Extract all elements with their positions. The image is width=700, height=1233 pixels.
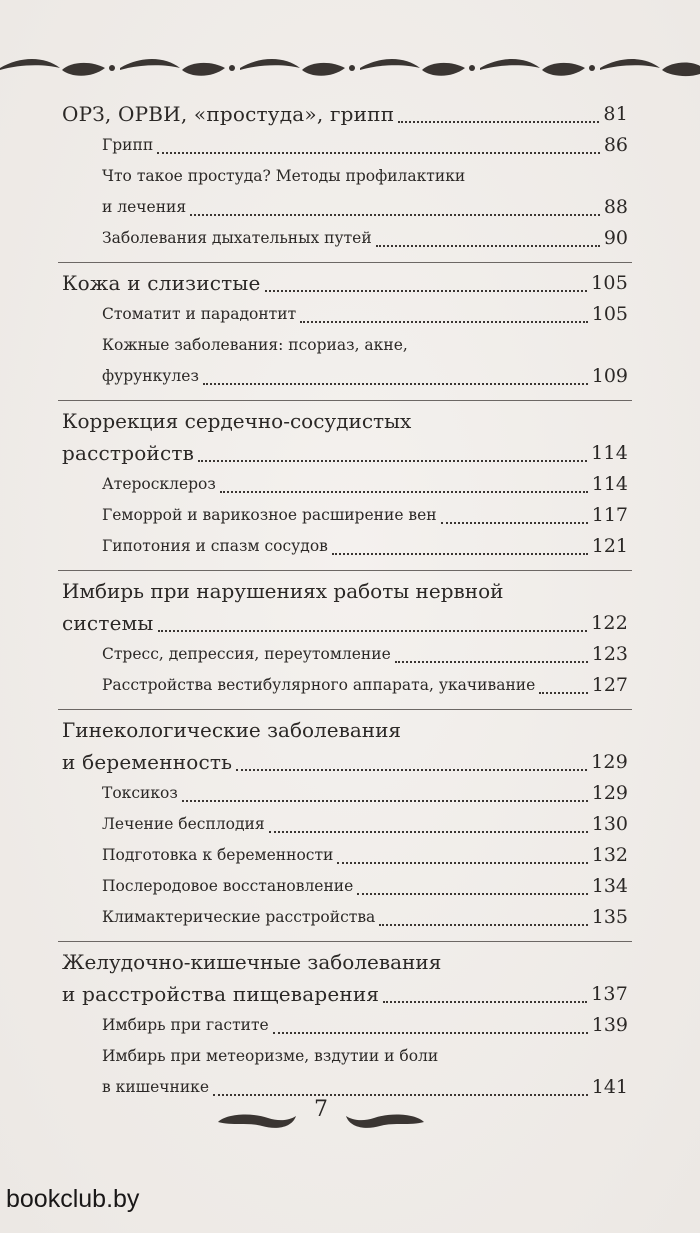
chapter-title: Кожа и слизистые [62,271,261,295]
subsection-title: Имбирь при метеоризме, вздутии и боли [102,1047,439,1065]
dot-leader [220,491,588,493]
section-divider [58,570,632,571]
subsection-title: Кожные заболевания: псориаз, акне, [102,336,408,354]
section-divider [58,941,632,942]
footer-ornament [0,1100,700,1140]
subsection-title: Лечение бесплодия [102,815,265,833]
subsection-title: Климактерические расстройства [102,908,376,926]
dot-leader [379,924,587,926]
dot-leader [182,800,588,802]
toc-subsection-entry[interactable] [62,361,628,392]
toc-subsection-entry[interactable] [62,330,628,361]
page-ref: 127 [591,674,628,696]
page-ref: 129 [591,782,628,804]
subsection-title: Геморрой и варикозное расширение вен [102,506,437,524]
chapter-title: Имбирь при нарушениях работы нервной [62,579,504,603]
section-divider [58,262,632,263]
page-ref: 129 [591,751,628,773]
table-of-contents [62,98,628,1103]
chapter-title: Желудочно-кишечные заболевания [62,950,442,974]
subsection-title: Токсикоз [102,784,178,802]
page-ref: 123 [591,643,628,665]
subsection-title: Заболевания дыхательных путей [102,229,372,247]
toc-subsection-entry[interactable] [62,1010,628,1041]
dot-leader [383,1001,587,1003]
page-ref: 134 [591,875,628,897]
toc-subsection-entry[interactable] [62,192,628,223]
toc-subsection-entry[interactable] [62,902,628,933]
page-ref: 90 [603,227,628,249]
dot-leader [265,290,588,292]
toc-subsection-entry[interactable] [62,130,628,161]
toc-subsection-entry[interactable] [62,639,628,670]
toc-chapter-entry[interactable] [62,405,628,437]
subsection-title: Подготовка к беременности [102,846,334,864]
toc-subsection-entry[interactable] [62,840,628,871]
dot-leader [357,893,587,895]
subsection-title: Атеросклероз [102,475,216,493]
page-ref: 132 [591,844,628,866]
section-divider [58,400,632,401]
toc-chapter-entry[interactable] [62,575,628,607]
toc-subsection-entry[interactable] [62,223,628,254]
dot-leader [157,152,600,154]
toc-subsection-entry[interactable] [62,670,628,701]
toc-subsection-entry[interactable] [62,809,628,840]
toc-chapter-entry[interactable] [62,946,628,978]
dot-leader [269,831,588,833]
toc-chapter-entry[interactable] [62,746,628,778]
flourish-ornament-icon [0,59,700,76]
page-ref: 114 [591,473,628,495]
toc-subsection-entry[interactable] [62,161,628,192]
chapter-title: и беременность [62,750,233,774]
chapter-title: Гинекологические заболевания [62,718,402,742]
chapter-title: ОРЗ, ОРВИ, «простуда», грипп [62,102,395,126]
page-ref: 105 [591,303,628,325]
dot-leader [398,121,599,123]
page-ref: 114 [591,442,628,464]
chapter-title: Коррекция сердечно-сосудистых [62,409,412,433]
toc-chapter-entry[interactable] [62,267,628,299]
toc-chapter-entry[interactable] [62,607,628,639]
page-ref: 117 [591,504,628,526]
toc-subsection-entry[interactable] [62,500,628,531]
subsection-title: и лечения [102,198,187,216]
page-number: 7 [314,1097,328,1122]
dot-leader [236,769,587,771]
subsection-title: Послеродовое восстановление [102,877,354,895]
page-ref: 130 [591,813,628,835]
page-ref: 109 [591,365,628,387]
subsection-title: Что такое простуда? Методы профилактики [102,167,466,185]
subsection-title: фурункулез [102,367,199,385]
page-ref: 135 [591,906,628,928]
dot-leader [376,245,600,247]
subsection-title: Стоматит и парадонтит [102,305,297,323]
toc-subsection-entry[interactable] [62,299,628,330]
chapter-title: системы [62,611,154,635]
dot-leader [332,553,588,555]
chapter-title: и расстройства пищеварения [62,982,380,1006]
toc-subsection-entry[interactable] [62,469,628,500]
dot-leader [395,661,588,663]
dot-leader [198,460,587,462]
page-ref: 121 [591,535,628,557]
dot-leader [337,862,587,864]
page-ref: 81 [603,103,628,125]
subsection-title: Стресс, депрессия, переутомление [102,645,391,663]
toc-subsection-entry[interactable] [62,1041,628,1072]
page-ref: 122 [591,612,628,634]
page-ref: 141 [591,1076,628,1098]
dot-leader [203,383,588,385]
page-ref: 139 [591,1014,628,1036]
top-ornament-border [0,48,700,88]
dot-leader [213,1094,588,1096]
subsection-title: Грипп [102,136,154,154]
toc-subsection-entry[interactable] [62,871,628,902]
page-ref: 137 [591,983,628,1005]
page-ref: 88 [603,196,628,218]
subsection-title: Имбирь при гастите [102,1016,269,1034]
watermark: bookclub.by [6,1185,140,1213]
subsection-title: Гипотония и спазм сосудов [102,537,328,555]
toc-chapter-entry[interactable] [62,714,628,746]
toc-chapter-entry[interactable] [62,437,628,469]
toc-subsection-entry[interactable] [62,1072,628,1103]
toc-subsection-entry[interactable] [62,778,628,809]
dot-leader [190,214,600,216]
subsection-title: в кишечнике [102,1078,210,1096]
page-ref: 105 [591,272,628,294]
subsection-title: Расстройства вестибулярного аппарата, укачивание [102,676,536,694]
toc-chapter-entry[interactable] [62,978,628,1010]
chapter-title: расстройств [62,441,195,465]
toc-subsection-entry[interactable] [62,531,628,562]
dot-leader [273,1032,588,1034]
dot-leader [300,321,588,323]
section-divider [58,709,632,710]
page-ref: 86 [603,134,628,156]
toc-chapter-entry[interactable] [62,98,628,130]
dot-leader [158,630,588,632]
dot-leader [441,522,588,524]
dot-leader [539,692,587,694]
